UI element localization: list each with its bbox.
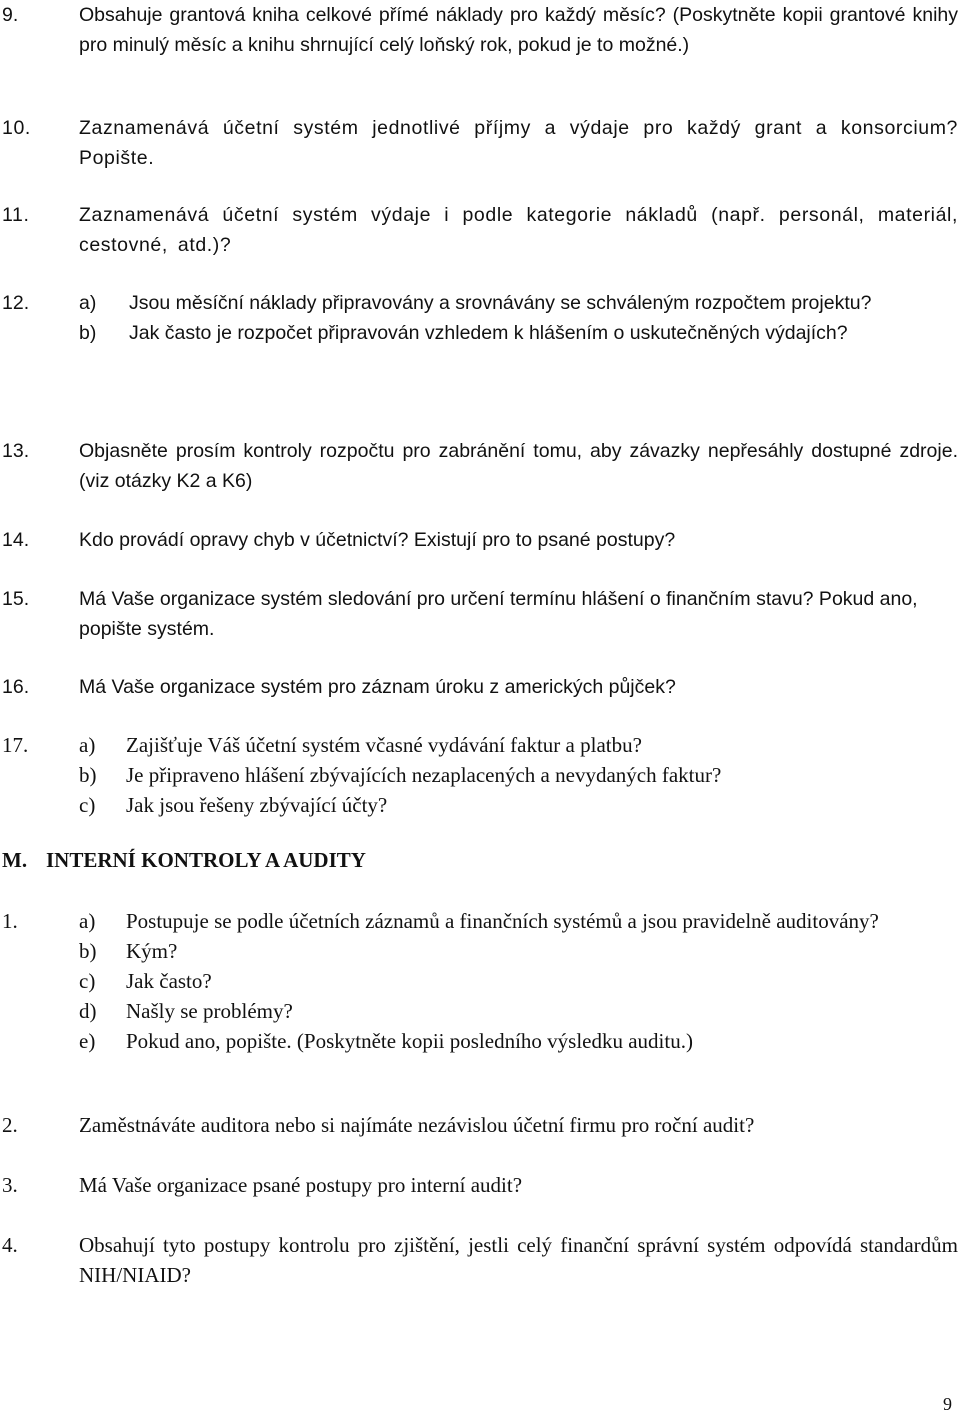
question-text: Má Vaše organizace systém pro záznam úroku z amerických půjček? <box>79 676 676 698</box>
question-text: Obsahují tyto postupy kontrolu pro zjištění, jestli celý finanční správní systém odpovídá standardům NIH/NIAID? <box>79 1233 958 1287</box>
question-text: Má Vaše organizace systém sledování pro určení termínu hlášení o finančním stavu? Pokud ano, popište systém. <box>79 588 918 640</box>
subquestion-label: a) <box>79 292 97 314</box>
subquestion-a <box>79 730 958 760</box>
subquestion-text: Pokud ano, popište. (Poskytněte kopii posledního výsledku auditu.) <box>126 1029 693 1053</box>
subquestion-text: Je připraveno hlášení zbývajících nezaplacených a nevydaných faktur? <box>126 763 722 787</box>
subquestion-b <box>79 318 958 348</box>
subquestion-text: Jak často? <box>126 969 212 993</box>
page-number: 9 <box>943 1394 952 1414</box>
question-number: 17. <box>2 733 29 757</box>
subquestion-text: Jsou měsíční náklady připravovány a srovnávány se schváleným rozpočtem projektu? <box>129 292 872 314</box>
section-number: M. <box>2 848 28 872</box>
question-text: Zaznamenává účetní systém výdaje i podle kategorie nákladů (např. personál, materiál, cestovné, atd.)? <box>79 204 958 256</box>
question-text: Zaznamenává účetní systém jednotlivé příjmy a výdaje pro každý grant a konsorcium? Popište. <box>79 117 958 169</box>
subquestion-label: b) <box>79 763 97 787</box>
question-subitems <box>79 906 958 1056</box>
subquestion-label: a) <box>79 909 96 933</box>
question-number: 10. <box>2 117 31 139</box>
question-number: 9. <box>2 4 19 26</box>
question-number: 1. <box>2 909 18 933</box>
question-text: Zaměstnáváte auditora nebo si najímáte nezávislou účetní firmu pro roční audit? <box>79 1113 755 1137</box>
subquestion-label: e) <box>79 1029 96 1053</box>
subquestion-label: d) <box>79 999 97 1023</box>
question-number: 12. <box>2 292 30 314</box>
question-text: Obsahuje grantová kniha celkové přímé náklady pro každý měsíc? (Poskytněte kopii grantové knihy pro minulý měsíc a knihu shrnující celý loňský rok, pokud je to možné.) <box>79 4 958 56</box>
question-number: 15. <box>2 588 30 610</box>
subquestion-text: Zajišťuje Váš účetní systém včasné vydávání faktur a platbu? <box>126 733 642 757</box>
subquestion-label: a) <box>79 733 96 757</box>
question-number: 14. <box>2 529 30 551</box>
subquestion-text: Jak jsou řešeny zbývající účty? <box>126 793 388 817</box>
subquestion-text: Kým? <box>126 939 178 963</box>
subquestion-c <box>79 790 958 820</box>
question-text: Kdo provádí opravy chyb v účetnictví? Existují pro to psané postupy? <box>79 529 676 551</box>
subquestion-b <box>79 936 958 966</box>
subquestion-label: b) <box>79 939 97 963</box>
question-number: 3. <box>2 1173 18 1197</box>
question-subitems <box>79 288 958 348</box>
subquestion-b <box>79 760 958 790</box>
subquestion-text: Našly se problémy? <box>126 999 293 1023</box>
section-heading <box>2 845 366 875</box>
subquestion-text: Postupuje se podle účetních záznamů a finančních systémů a jsou pravidelně auditovány? <box>126 909 879 933</box>
question-number: 2. <box>2 1113 18 1137</box>
question-number: 4. <box>2 1233 18 1257</box>
subquestion-text: Jak často je rozpočet připravován vzhledem k hlášením o uskutečněných výdajích? <box>129 322 848 344</box>
subquestion-label: c) <box>79 793 96 817</box>
subquestion-a <box>79 906 958 936</box>
subquestion-d <box>79 996 958 1026</box>
subquestion-label: c) <box>79 969 96 993</box>
question-text: Objasněte prosím kontroly rozpočtu pro zabránění tomu, aby závazky nepřesáhly dostupné zdroje. (viz otázky K2 a K6) <box>79 440 958 492</box>
question-subitems <box>79 730 958 820</box>
subquestion-label: b) <box>79 322 97 344</box>
question-text: Má Vaše organizace psané postupy pro interní audit? <box>79 1173 523 1197</box>
question-number: 13. <box>2 440 30 462</box>
subquestion-c <box>79 966 958 996</box>
question-number: 16. <box>2 676 30 698</box>
subquestion-e <box>79 1026 958 1056</box>
subquestion-a <box>79 288 958 318</box>
section-title: INTERNÍ KONTROLY A AUDITY <box>46 848 366 872</box>
question-number: 11. <box>2 204 30 226</box>
